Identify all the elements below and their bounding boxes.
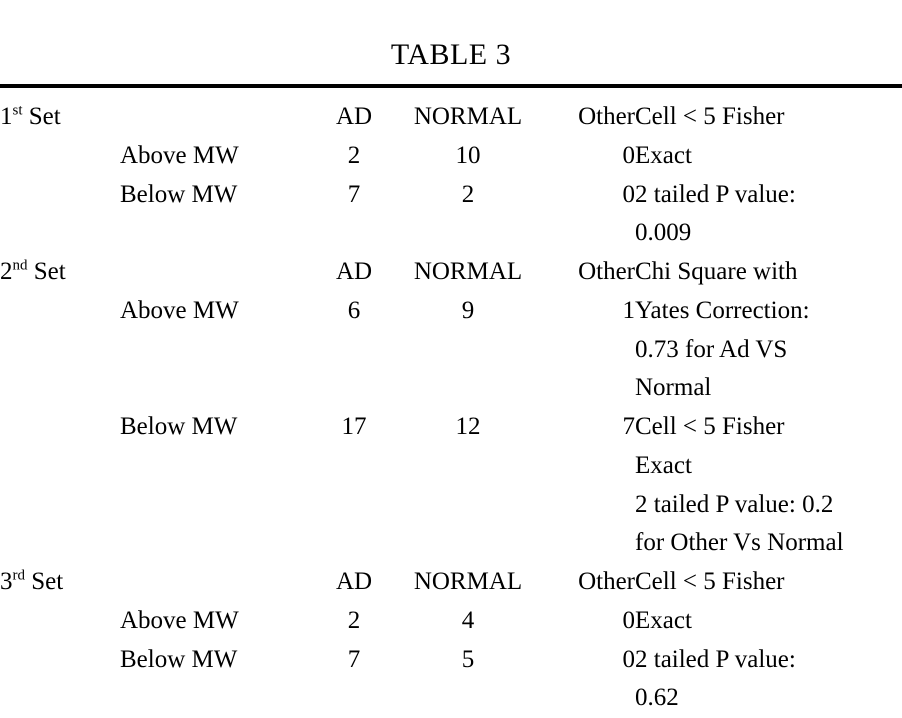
set-label-tail: Set (28, 258, 66, 285)
column-header-ad: AD (315, 253, 393, 292)
set-label-number: 2 (0, 258, 13, 285)
set-label-number: 1 (0, 103, 13, 130)
note-text (635, 176, 902, 254)
note-text: Cell < 5 Fisher (635, 98, 902, 137)
set-label-suffix: st (13, 103, 23, 119)
value-other: 7 (543, 408, 635, 563)
note-text: Chi Square with (635, 253, 902, 292)
value-ad: 6 (315, 292, 393, 408)
note-line: 0.73 for Ad VS (635, 331, 902, 370)
value-ad: 2 (315, 137, 393, 176)
column-header-other: Other (543, 563, 635, 602)
column-header-other: Other (543, 98, 635, 137)
set-label-empty (0, 137, 120, 176)
row-label (120, 563, 315, 602)
value-normal: 4 (393, 602, 543, 641)
table-row (0, 602, 902, 641)
value-ad: 7 (315, 176, 393, 254)
note-text (635, 292, 902, 408)
set-label-empty (0, 292, 120, 408)
row-label: Below MW (120, 176, 315, 254)
table-row (0, 292, 902, 408)
value-other: 0 (543, 137, 635, 176)
set-label (0, 98, 120, 137)
value-ad: 2 (315, 602, 393, 641)
note-line: 2 tailed P value: 0.2 (635, 486, 902, 525)
row-label (120, 98, 315, 137)
note-line: Normal (635, 369, 902, 408)
value-other: 0 (543, 602, 635, 641)
note-line: 0.62 (635, 679, 902, 718)
column-header-normal: NORMAL (393, 563, 543, 602)
statistics-table (0, 98, 902, 718)
table-row (0, 408, 902, 563)
value-normal: 5 (393, 641, 543, 718)
value-normal: 2 (393, 176, 543, 254)
set-label-empty (0, 176, 120, 254)
set-label-empty (0, 408, 120, 563)
note-text: Exact (635, 137, 902, 176)
column-header-normal: NORMAL (393, 253, 543, 292)
value-normal: 9 (393, 292, 543, 408)
value-ad: 7 (315, 641, 393, 718)
row-label: Above MW (120, 602, 315, 641)
table-row (0, 253, 902, 292)
note-line: 2 tailed P value: (635, 176, 902, 215)
set-label-tail: Set (25, 568, 63, 595)
value-ad: 17 (315, 408, 393, 563)
set-label-tail: Set (23, 103, 61, 130)
note-text: Cell < 5 Fisher (635, 563, 902, 602)
note-line: Cell < 5 Fisher (635, 408, 902, 447)
table-row (0, 563, 902, 602)
note-text (635, 408, 902, 563)
set-label-number: 3 (0, 568, 13, 595)
note-line: Exact (635, 447, 902, 486)
row-label (120, 253, 315, 292)
value-normal: 10 (393, 137, 543, 176)
table-row (0, 98, 902, 137)
row-label: Below MW (120, 408, 315, 563)
note-line: for Other Vs Normal (635, 524, 902, 563)
value-other: 1 (543, 292, 635, 408)
column-header-normal: NORMAL (393, 98, 543, 137)
title-divider (0, 84, 902, 88)
row-label: Above MW (120, 292, 315, 408)
table-row (0, 137, 902, 176)
set-label-suffix: nd (13, 258, 28, 274)
note-line: Yates Correction: (635, 292, 902, 331)
row-label: Above MW (120, 137, 315, 176)
set-label (0, 253, 120, 292)
note-text (635, 641, 902, 718)
row-label: Below MW (120, 641, 315, 718)
set-label-empty (0, 602, 120, 641)
table-row (0, 641, 902, 718)
value-other: 0 (543, 176, 635, 254)
set-label-suffix: rd (13, 568, 26, 584)
column-header-ad: AD (315, 98, 393, 137)
set-label-empty (0, 641, 120, 718)
note-line: 0.009 (635, 214, 902, 253)
note-text: Exact (635, 602, 902, 641)
value-normal: 12 (393, 408, 543, 563)
value-other: 0 (543, 641, 635, 718)
set-label (0, 563, 120, 602)
note-line: 2 tailed P value: (635, 641, 902, 680)
page-title: TABLE 3 (0, 0, 902, 72)
column-header-ad: AD (315, 563, 393, 602)
table-row (0, 176, 902, 254)
column-header-other: Other (543, 253, 635, 292)
